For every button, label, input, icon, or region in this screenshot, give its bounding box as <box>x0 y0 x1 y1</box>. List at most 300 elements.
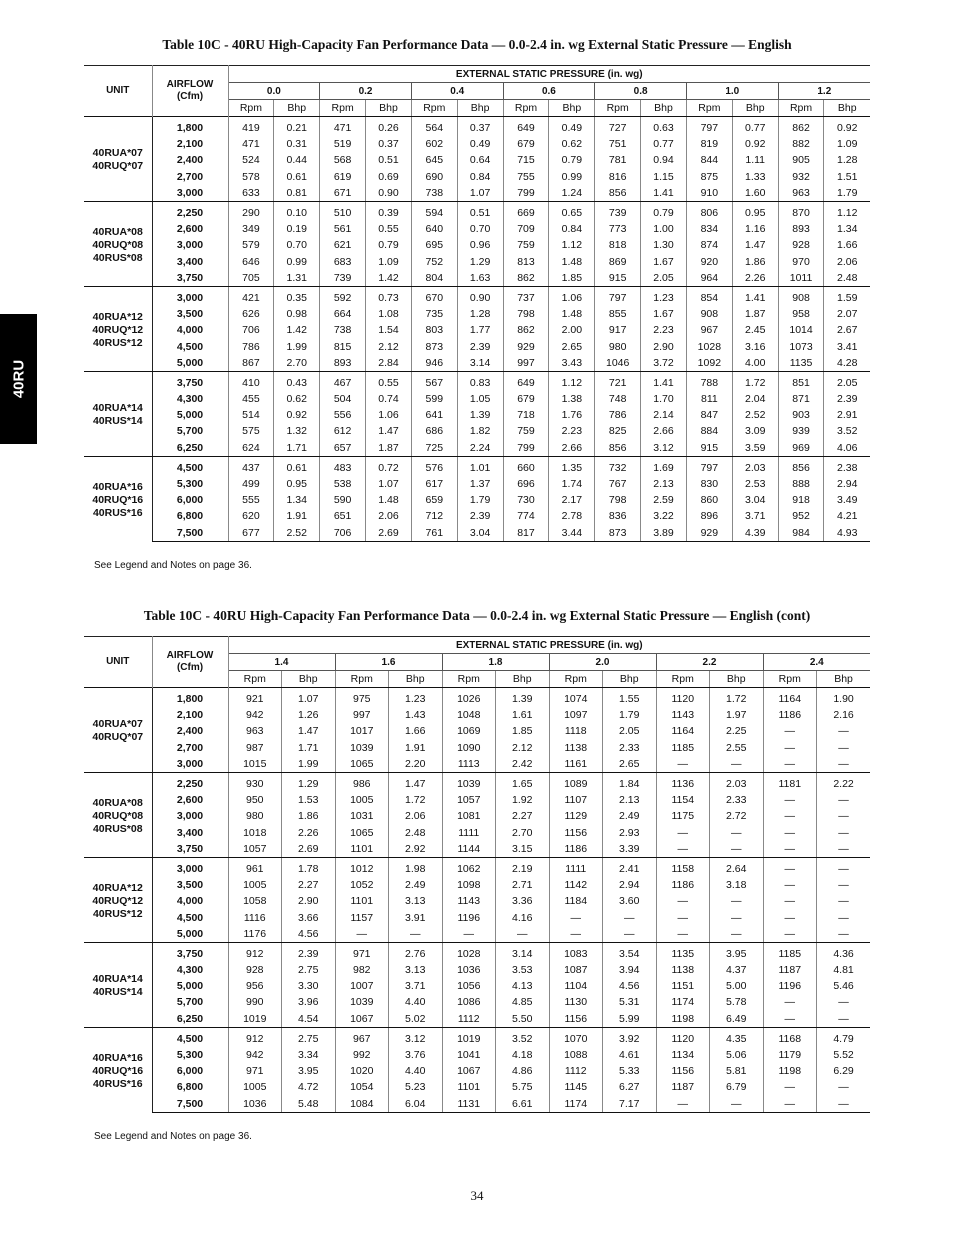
rpm-value: 798 <box>503 306 549 322</box>
rpm-value: 737 <box>503 286 549 306</box>
bhp-value: 1.47 <box>366 423 412 439</box>
bhp-value: 1.41 <box>732 286 778 306</box>
bhp-header: Bhp <box>603 671 657 688</box>
bhp-value: 6.79 <box>710 1079 764 1095</box>
rpm-value: 806 <box>686 201 732 221</box>
rpm-value: 929 <box>686 525 732 542</box>
rpm-value: 624 <box>228 440 274 457</box>
bhp-value: 1.28 <box>824 152 870 168</box>
rpm-value: 1039 <box>335 994 389 1010</box>
bhp-value: 1.87 <box>732 306 778 322</box>
rpm-value: 956 <box>228 978 282 994</box>
table-row <box>84 792 870 808</box>
rpm-value: 1097 <box>549 707 603 723</box>
bhp-value: 1.71 <box>274 440 320 457</box>
rpm-value: — <box>656 1096 710 1113</box>
rpm-value: 1026 <box>442 688 496 708</box>
airflow-value: 3,000 <box>152 237 228 253</box>
bhp-value: 1.87 <box>366 440 412 457</box>
bhp-value: 1.23 <box>389 688 443 708</box>
bhp-value: 0.70 <box>457 221 503 237</box>
rpm-value: 980 <box>595 338 641 354</box>
bhp-value: 1.74 <box>549 476 595 492</box>
rpm-value: — <box>763 740 817 756</box>
bhp-value: 0.62 <box>274 391 320 407</box>
bhp-value: 1.09 <box>366 254 412 270</box>
rpm-value: 1070 <box>549 1027 603 1047</box>
bhp-header: Bhp <box>817 671 871 688</box>
bhp-header: Bhp <box>641 100 687 117</box>
bhp-value: — <box>817 909 871 925</box>
rpm-value: 657 <box>320 440 366 457</box>
airflow-value: 3,000 <box>152 185 228 202</box>
bhp-value: 0.90 <box>457 286 503 306</box>
airflow-value: 7,500 <box>152 1096 228 1113</box>
bhp-value: — <box>817 1096 871 1113</box>
bhp-value: 1.65 <box>496 772 550 792</box>
bhp-value: 3.89 <box>641 525 687 542</box>
side-tab-label: 40RU <box>10 359 27 399</box>
rpm-value: 349 <box>228 221 274 237</box>
airflow-value: 4,000 <box>152 893 228 909</box>
bhp-value: 1.23 <box>641 286 687 306</box>
rpm-value: 1019 <box>228 1011 282 1028</box>
bhp-value: 5.52 <box>817 1047 871 1063</box>
bhp-value: 1.67 <box>641 306 687 322</box>
bhp-value: 3.49 <box>824 492 870 508</box>
bhp-value: — <box>817 857 871 877</box>
table-row <box>84 1096 870 1113</box>
bhp-value: 2.26 <box>282 825 336 841</box>
bhp-value: 1.48 <box>549 306 595 322</box>
rpm-value: 1130 <box>549 994 603 1010</box>
rpm-value: 990 <box>228 994 282 1010</box>
rpm-value: — <box>442 926 496 943</box>
rpm-value: 816 <box>595 169 641 185</box>
airflow-value: 3,750 <box>152 371 228 391</box>
bhp-value: 1.35 <box>549 456 595 476</box>
bhp-value: 0.65 <box>549 201 595 221</box>
bhp-value: 5.23 <box>389 1079 443 1095</box>
bhp-value: 3.91 <box>389 909 443 925</box>
bhp-value: 7.17 <box>603 1096 657 1113</box>
table-row <box>84 117 870 137</box>
bhp-value: 1.07 <box>457 185 503 202</box>
bhp-value: 2.22 <box>817 772 871 792</box>
bhp-value: 2.92 <box>389 841 443 858</box>
bhp-value: 4.56 <box>603 978 657 994</box>
table-row <box>84 707 870 723</box>
rpm-value: 683 <box>320 254 366 270</box>
airflow-value: 5,000 <box>152 926 228 943</box>
airflow-value: 4,500 <box>152 338 228 354</box>
bhp-value: 1.53 <box>282 792 336 808</box>
rpm-value: 1198 <box>656 1011 710 1028</box>
bhp-value: 1.42 <box>274 322 320 338</box>
bhp-value: 1.63 <box>457 270 503 287</box>
bhp-value: 4.37 <box>710 962 764 978</box>
bhp-value: 5.75 <box>496 1079 550 1095</box>
bhp-value: — <box>496 926 550 943</box>
rpm-value: 670 <box>411 286 457 306</box>
bhp-value: 1.12 <box>549 237 595 253</box>
rpm-value: 932 <box>778 169 824 185</box>
bhp-value: 1.42 <box>366 270 412 287</box>
rpm-value: 1036 <box>442 962 496 978</box>
bhp-value: 1.15 <box>641 169 687 185</box>
unit-model: 40RUA*12 40RUQ*12 40RUS*12 <box>84 857 152 942</box>
table-row <box>84 237 870 253</box>
bhp-value: 0.49 <box>549 117 595 137</box>
bhp-value: 1.55 <box>603 688 657 708</box>
rpm-header: Rpm <box>595 100 641 117</box>
rpm-value: 893 <box>778 221 824 237</box>
unit-model: 40RUA*14 40RUS*14 <box>84 942 152 1027</box>
rpm-value: 963 <box>228 723 282 739</box>
rpm-value: 1113 <box>442 756 496 773</box>
table-row <box>84 221 870 237</box>
bhp-value: 1.12 <box>549 371 595 391</box>
bhp-value: 1.29 <box>282 772 336 792</box>
rpm-header: Rpm <box>335 671 389 688</box>
table-title-cont: Table 10C - 40RU High-Capacity Fan Performance Data — 0.0-2.4 in. wg External Static Pressure — English (cont) <box>143 608 811 623</box>
bhp-value: 6.04 <box>389 1096 443 1113</box>
bhp-value: 0.35 <box>274 286 320 306</box>
rpm-value: — <box>549 909 603 925</box>
rpm-value: 738 <box>320 322 366 338</box>
bhp-value: 0.19 <box>274 221 320 237</box>
bhp-value: 2.39 <box>282 942 336 962</box>
table-row <box>84 371 870 391</box>
rpm-value: 739 <box>320 270 366 287</box>
unit-model: 40RUA*07 40RUQ*07 <box>84 688 152 773</box>
bhp-value: 2.71 <box>496 877 550 893</box>
bhp-value: 3.66 <box>282 909 336 925</box>
bhp-value: 1.26 <box>282 707 336 723</box>
rpm-value: 290 <box>228 201 274 221</box>
bhp-value: 1.99 <box>274 338 320 354</box>
rpm-value: 738 <box>411 185 457 202</box>
table-row <box>84 270 870 287</box>
airflow-value: 5,000 <box>152 978 228 994</box>
rpm-value: 705 <box>228 270 274 287</box>
airflow-value: 2,600 <box>152 792 228 808</box>
rpm-value: 1186 <box>549 841 603 858</box>
rpm-value: 855 <box>595 306 641 322</box>
rpm-value: 929 <box>503 338 549 354</box>
rpm-value: 645 <box>411 152 457 168</box>
rpm-value: 715 <box>503 152 549 168</box>
rpm-value: 918 <box>778 492 824 508</box>
bhp-value: 2.27 <box>496 808 550 824</box>
rpm-value: 1028 <box>442 942 496 962</box>
rpm-value: 1175 <box>656 808 710 824</box>
bhp-value: 3.52 <box>824 423 870 439</box>
airflow-value: 6,000 <box>152 1063 228 1079</box>
rpm-value: 819 <box>686 136 732 152</box>
bhp-value: 1.77 <box>457 322 503 338</box>
bhp-value: 1.85 <box>496 723 550 739</box>
bhp-value: — <box>817 1079 871 1095</box>
bhp-value: 2.49 <box>603 808 657 824</box>
rpm-value: 1120 <box>656 688 710 708</box>
bhp-value: 2.52 <box>274 525 320 542</box>
rpm-value: 915 <box>686 440 732 457</box>
bhp-value: 1.66 <box>389 723 443 739</box>
table-row <box>84 169 870 185</box>
rpm-value: 1036 <box>228 1096 282 1113</box>
bhp-value: 4.36 <box>817 942 871 962</box>
rpm-value: 1154 <box>656 792 710 808</box>
bhp-header: Bhp <box>824 100 870 117</box>
bhp-value: 2.38 <box>824 456 870 476</box>
bhp-value: 1.16 <box>732 221 778 237</box>
bhp-value: 2.06 <box>389 808 443 824</box>
rpm-value: 813 <box>503 254 549 270</box>
bhp-value: 1.79 <box>824 185 870 202</box>
table-row <box>84 391 870 407</box>
rpm-value: — <box>763 792 817 808</box>
bhp-value: 5.00 <box>710 978 764 994</box>
rpm-value: 1136 <box>656 772 710 792</box>
rpm-value: 1156 <box>549 1011 603 1028</box>
rpm-value: 997 <box>503 355 549 372</box>
bhp-value: 0.43 <box>274 371 320 391</box>
rpm-value: 651 <box>320 508 366 524</box>
rpm-value: 1176 <box>228 926 282 943</box>
rpm-value: — <box>763 756 817 773</box>
bhp-value: 1.92 <box>496 792 550 808</box>
table-row <box>84 1011 870 1028</box>
bhp-value: 5.02 <box>389 1011 443 1028</box>
bhp-value: 1.32 <box>274 423 320 439</box>
rpm-value: 732 <box>595 456 641 476</box>
rpm-value: 568 <box>320 152 366 168</box>
rpm-value: 1069 <box>442 723 496 739</box>
bhp-value: — <box>817 877 871 893</box>
rpm-value: 524 <box>228 152 274 168</box>
airflow-value: 5,700 <box>152 994 228 1010</box>
rpm-value: 483 <box>320 456 366 476</box>
rpm-value: 1135 <box>656 942 710 962</box>
bhp-value: 2.07 <box>824 306 870 322</box>
airflow-value: 4,300 <box>152 962 228 978</box>
rpm-value: 1019 <box>442 1027 496 1047</box>
rpm-value: 1156 <box>549 825 603 841</box>
pressure-column-header: 0.0 <box>228 83 320 100</box>
bhp-value: 1.24 <box>549 185 595 202</box>
bhp-value: 2.69 <box>282 841 336 858</box>
pressure-column-header: 0.2 <box>320 83 412 100</box>
bhp-value: 2.64 <box>710 857 764 877</box>
airflow-value: 2,400 <box>152 723 228 739</box>
bhp-value: — <box>817 893 871 909</box>
rpm-value: 1048 <box>442 707 496 723</box>
bhp-value: 0.51 <box>457 201 503 221</box>
rpm-value: 1054 <box>335 1079 389 1095</box>
rpm-value: 471 <box>228 136 274 152</box>
bhp-value: — <box>710 1096 764 1113</box>
table-row <box>84 1079 870 1095</box>
rpm-value: 971 <box>335 942 389 962</box>
bhp-value: — <box>817 723 871 739</box>
unit-model: 40RUA*07 40RUQ*07 <box>84 117 152 202</box>
rpm-value: 799 <box>503 440 549 457</box>
bhp-value: 1.09 <box>824 136 870 152</box>
bhp-value: 2.75 <box>282 1027 336 1047</box>
rpm-value: 1107 <box>549 792 603 808</box>
rpm-value: 1187 <box>763 962 817 978</box>
rpm-value: 939 <box>778 423 824 439</box>
table-row <box>84 1027 870 1047</box>
rpm-value: 567 <box>411 371 457 391</box>
rpm-value: 612 <box>320 423 366 439</box>
rpm-value: — <box>763 857 817 877</box>
bhp-value: 0.44 <box>274 152 320 168</box>
bhp-value: 2.12 <box>496 740 550 756</box>
bhp-value: 4.61 <box>603 1047 657 1063</box>
bhp-value: 3.60 <box>603 893 657 909</box>
bhp-value: 0.84 <box>549 221 595 237</box>
bhp-value: 4.85 <box>496 994 550 1010</box>
bhp-value: 2.06 <box>366 508 412 524</box>
airflow-value: 6,800 <box>152 1079 228 1095</box>
rpm-value: 1118 <box>549 723 603 739</box>
airflow-value: 5,300 <box>152 476 228 492</box>
bhp-value: 3.15 <box>496 841 550 858</box>
bhp-value: 4.93 <box>824 525 870 542</box>
unit-model: 40RUA*14 40RUS*14 <box>84 371 152 456</box>
rpm-value: 896 <box>686 508 732 524</box>
rpm-value: 1184 <box>549 893 603 909</box>
rpm-header: Rpm <box>778 100 824 117</box>
rpm-value: 1046 <box>595 355 641 372</box>
bhp-value: — <box>817 926 871 943</box>
bhp-value: 2.90 <box>282 893 336 909</box>
rpm-value: 815 <box>320 338 366 354</box>
rpm-value: — <box>763 877 817 893</box>
bhp-value: 1.82 <box>457 423 503 439</box>
rpm-value: 984 <box>778 525 824 542</box>
rpm-value: 706 <box>320 525 366 542</box>
rpm-value: 798 <box>595 492 641 508</box>
rpm-value: 844 <box>686 152 732 168</box>
bhp-header: Bhp <box>274 100 320 117</box>
bhp-value: 3.34 <box>282 1047 336 1063</box>
rpm-value: 1089 <box>549 772 603 792</box>
rpm-value: 982 <box>335 962 389 978</box>
pressure-header: EXTERNAL STATIC PRESSURE (in. wg) <box>228 637 870 654</box>
rpm-value: 788 <box>686 371 732 391</box>
bhp-value: 1.31 <box>274 270 320 287</box>
bhp-value: 4.40 <box>389 994 443 1010</box>
bhp-value: 4.13 <box>496 978 550 994</box>
table-row <box>84 772 870 792</box>
table-row <box>84 508 870 524</box>
bhp-value: 0.72 <box>366 456 412 476</box>
rpm-value: 761 <box>411 525 457 542</box>
bhp-value: 2.33 <box>710 792 764 808</box>
bhp-value: 2.03 <box>710 772 764 792</box>
rpm-value: 903 <box>778 407 824 423</box>
rpm-value: — <box>656 926 710 943</box>
bhp-value: 2.53 <box>732 476 778 492</box>
rpm-header: Rpm <box>320 100 366 117</box>
rpm-value: 1086 <box>442 994 496 1010</box>
rpm-value: 1144 <box>442 841 496 858</box>
bhp-value: 5.31 <box>603 994 657 1010</box>
rpm-header: Rpm <box>411 100 457 117</box>
bhp-value: 1.76 <box>549 407 595 423</box>
rpm-value: 867 <box>228 355 274 372</box>
bhp-value: 1.47 <box>732 237 778 253</box>
rpm-value: 905 <box>778 152 824 168</box>
bhp-value: 1.60 <box>732 185 778 202</box>
rpm-header: Rpm <box>686 100 732 117</box>
unit-model: 40RUA*12 40RUQ*12 40RUS*12 <box>84 286 152 371</box>
bhp-value: 0.49 <box>457 136 503 152</box>
bhp-value: 0.62 <box>549 136 595 152</box>
bhp-value: 3.41 <box>824 338 870 354</box>
rpm-value: 830 <box>686 476 732 492</box>
bhp-value: 2.91 <box>824 407 870 423</box>
rpm-value: 1084 <box>335 1096 389 1113</box>
bhp-value: 1.12 <box>824 201 870 221</box>
bhp-value: 1.69 <box>641 456 687 476</box>
bhp-value: — <box>710 909 764 925</box>
bhp-value: 5.46 <box>817 978 871 994</box>
rpm-value: 786 <box>228 338 274 354</box>
bhp-value: 2.27 <box>282 877 336 893</box>
bhp-value: 1.91 <box>389 740 443 756</box>
rpm-value: 873 <box>595 525 641 542</box>
bhp-value: 3.12 <box>641 440 687 457</box>
rpm-header: Rpm <box>228 100 274 117</box>
bhp-value: 3.43 <box>549 355 595 372</box>
table-row <box>84 841 870 858</box>
rpm-value: 1174 <box>656 994 710 1010</box>
rpm-value: 1083 <box>549 942 603 962</box>
table-row <box>84 456 870 476</box>
bhp-value: 1.72 <box>710 688 764 708</box>
rpm-value: — <box>763 808 817 824</box>
rpm-value: 1052 <box>335 877 389 893</box>
bhp-value: 6.49 <box>710 1011 764 1028</box>
bhp-value: 2.52 <box>732 407 778 423</box>
rpm-value: 836 <box>595 508 641 524</box>
airflow-value: 6,250 <box>152 440 228 457</box>
rpm-value: 1174 <box>549 1096 603 1113</box>
bhp-value: 4.40 <box>389 1063 443 1079</box>
rpm-value: 1164 <box>656 723 710 739</box>
airflow-header: AIRFLOW (Cfm) <box>152 637 228 688</box>
rpm-value: 759 <box>503 423 549 439</box>
rpm-value: 1020 <box>335 1063 389 1079</box>
bhp-value: 4.86 <box>496 1063 550 1079</box>
rpm-value: 659 <box>411 492 457 508</box>
rpm-value: 811 <box>686 391 732 407</box>
bhp-value: 4.79 <box>817 1027 871 1047</box>
rpm-value: 1031 <box>335 808 389 824</box>
airflow-value: 2,100 <box>152 707 228 723</box>
rpm-value: 1138 <box>656 962 710 978</box>
bhp-value: 2.42 <box>496 756 550 773</box>
rpm-value: 1185 <box>763 942 817 962</box>
rpm-value: 884 <box>686 423 732 439</box>
bhp-value: 2.48 <box>824 270 870 287</box>
rpm-value: 797 <box>686 456 732 476</box>
table-row <box>84 893 870 909</box>
